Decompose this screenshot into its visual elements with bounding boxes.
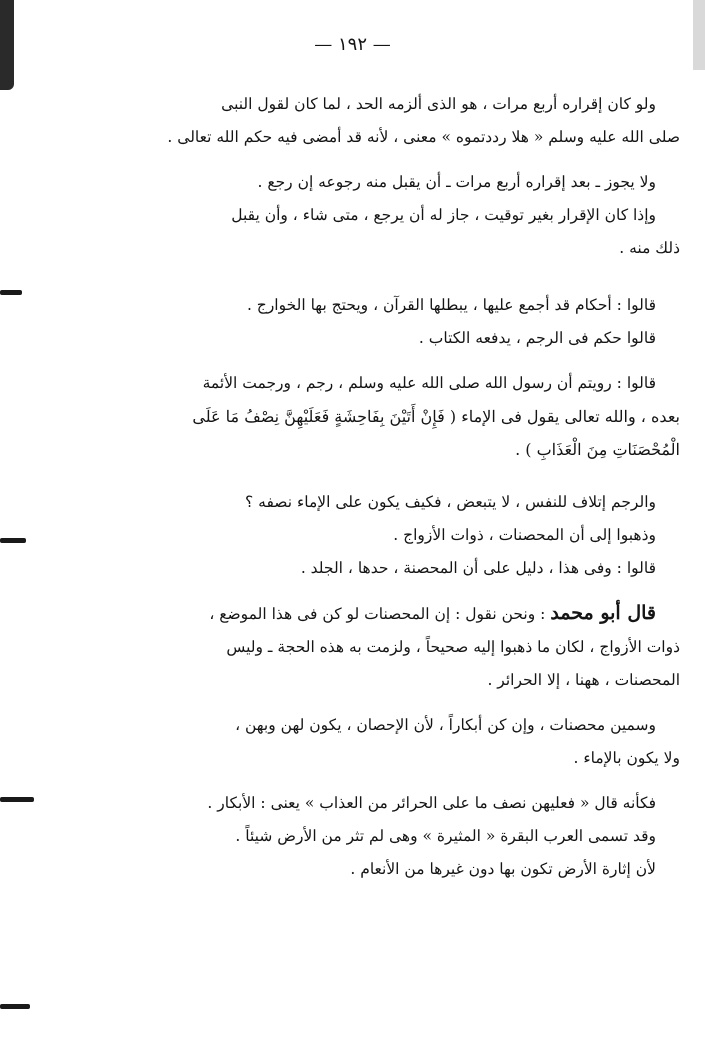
margin-mark xyxy=(0,1004,30,1009)
margin-mark xyxy=(0,290,22,295)
paragraph xyxy=(40,199,680,265)
text-line: صلى الله عليه وسلم « هلا رددتموه » معنى ، لأنه قد أمضى فيه حكم الله تعالى . xyxy=(167,128,680,146)
paragraph xyxy=(40,597,680,697)
text-line: ولا يجوز ـ بعد إقراره أربع مرات ـ أن يقبل منه رجوعه إن رجع . xyxy=(257,173,656,191)
text-run: : ونحن نقول : إن المحصنات لو كن فى هذا الموضع ، xyxy=(209,605,551,623)
text-line: الْمُحْصَنَاتِ مِنَ الْعَذَابِ ) . xyxy=(515,440,680,459)
text-line: المحصنات ، ههنا ، إلا الحرائر . xyxy=(487,671,680,689)
body-text xyxy=(40,88,680,886)
text-line: قالوا : وفى هذا ، دليل على أن المحصنة ، حدها ، الجلد . xyxy=(300,559,656,577)
text-line: ذلك منه . xyxy=(619,239,680,257)
text-line: ولو كان إقراره أربع مرات ، هو الذى ألزمه الحد ، لما كان لقول النبى xyxy=(221,95,656,113)
text-line: ذوات الأزواج ، لكان ما ذهبوا إليه صحيحاً ، ولزمت به هذه الحجة ـ وليس xyxy=(226,638,680,656)
text-line: وإذا كان الإقرار بغير توقيت ، جاز له أن يرجع ، متى شاء ، وأن يقبل xyxy=(231,206,656,224)
paragraph xyxy=(40,787,680,886)
text-line: والرجم إتلاف للنفس ، لا يتبعض ، فكيف يكون على الإماء نصفه ؟ xyxy=(245,493,656,511)
text-line: قالوا : أحكام قد أجمع عليها ، يبطلها القرآن ، ويحتج بها الخوارج . xyxy=(246,296,656,314)
paragraph xyxy=(40,709,680,775)
text-line: قالوا : رويتم أن رسول الله صلى الله عليه وسلم ، رجم ، ورجمت الأئمة xyxy=(202,374,656,392)
text-line: ولا يكون بالإماء . xyxy=(573,749,680,767)
text-line: بعده ، والله تعالى يقول فى الإماء ( فَإِنْ أَتَيْنَ بِفَاحِشَةٍ فَعَلَيْهِنَّ نِصْفُ مَا عَلَى xyxy=(192,407,680,426)
text-line: لأن إثارة الأرض تكون بها دون غيرها من الأنعام . xyxy=(350,860,656,878)
margin-mark xyxy=(0,538,26,543)
margin-mark xyxy=(0,797,34,802)
page-number: — ١٩٢ — xyxy=(314,34,391,55)
text-line: قالوا حكم فى الرجم ، يدفعه الكتاب . xyxy=(418,329,656,347)
paragraph xyxy=(40,166,680,199)
paragraph xyxy=(40,88,680,154)
paragraph xyxy=(40,486,680,585)
text-line: وسمين محصنات ، وإن كن أبكاراً ، لأن الإحصان ، يكون لهن وبهن ، xyxy=(235,716,656,734)
paragraph xyxy=(40,289,680,355)
text-line: وقد تسمى العرب البقرة « المثيرة » وهى لم تثر من الأرض شيئاً . xyxy=(235,827,656,845)
paragraph xyxy=(40,367,680,466)
text-line xyxy=(40,597,656,631)
text-line: فكأنه قال « فعليهن نصف ما على الحرائر من العذاب » يعنى : الأبكار . xyxy=(207,794,656,812)
text-line: وذهبوا إلى أن المحصنات ، ذوات الأزواج . xyxy=(393,526,656,544)
section-heading: قال أبو محمد xyxy=(550,602,656,624)
